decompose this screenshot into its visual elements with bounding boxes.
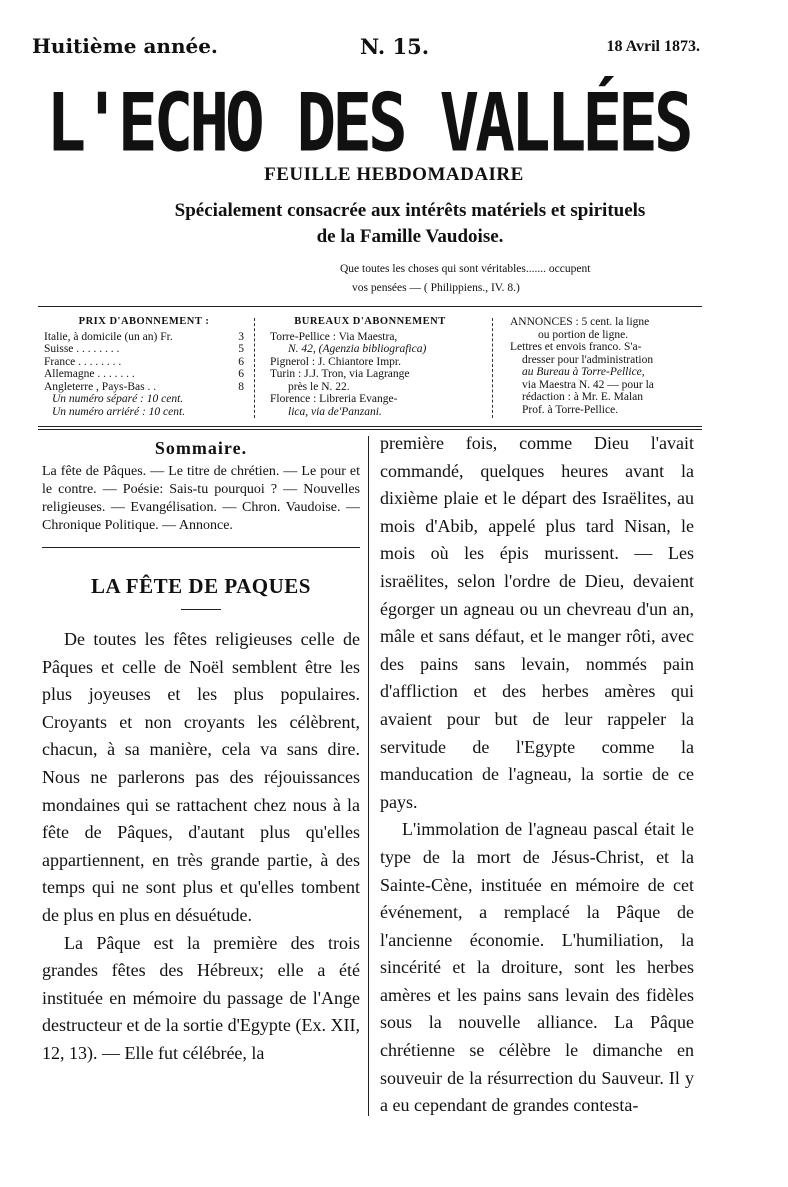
prix-label: Suisse . . . . . . . .	[44, 343, 120, 355]
prix-note: Un numéro arriéré : 10 cent.	[52, 405, 186, 418]
bureaux-box	[270, 316, 470, 418]
bureaux-line: Torre-Pellice : Via Maestra,	[270, 330, 398, 343]
article-paragraph: De toutes les fêtes religieuses celle de Pâques et celle de Noël semblent être les plus joyeuses et les plus populaires. Croyants et non croyants les célèbrent, chacun, à sa manière, cela va sans dire. Nous ne parlerons pas des réjouissances mondaines qui se rattachent chez nous à la fête de Pâques, d'autant plus qu'elles appartiennent, en très grande partie, à des temps qui ne sont plus et qu'elles tombent de plus en plus en désuétude.	[42, 629, 360, 925]
tagline-line-1: Spécialement consacrée aux intérêts matériels et spirituels	[174, 200, 646, 221]
header-rule	[38, 306, 702, 307]
info-divider	[254, 318, 256, 418]
newspaper-subtitle: FEUILLE HEBDOMADAIRE	[264, 164, 524, 185]
article-paragraph: L'immolation de l'agneau pascal était le type de la mort de Jésus-Christ, et la Sainte-Cène, instituée en mémoire de cet événement, a remplacé la Pâque de l'ancienne économie. L'humiliation, la sincérité et la droiture, sont les herbes amères et les pains sans levain des fidèles sous la nouvelle alliance. La Pâque chrétienne se célèbre le dimanche en souveuir de la résurrection du Sauveur. Il y a eu cependant de grandes contesta-	[380, 819, 694, 1116]
annonces-line: Prof. à Torre-Pellice.	[522, 403, 619, 416]
left-column	[42, 438, 360, 1068]
prix-label: Italie, à domicile (un an) Fr.	[44, 330, 173, 343]
annonces-box	[510, 316, 700, 416]
issue-date: 18 Avril 1873.	[606, 38, 700, 55]
prix-value: 3	[238, 330, 244, 343]
newspaper-title: L'ECHO DES VALLÉES	[46, 76, 690, 170]
prix-heading: PRIX D'ABONNEMENT :	[78, 316, 210, 327]
annonces-line: rédaction : à Mr. E. Malan	[522, 391, 644, 403]
epigraph-line-1: Que toutes les choses qui sont véritables....... occupent	[340, 263, 591, 275]
epigraph-line-2: vos pensées — ( Philippiens., IV. 8.)	[352, 282, 520, 294]
annonces-line: via Maestra N. 42 — pour la	[522, 378, 654, 391]
annonces-line: Lettres et envois franco. S'a-	[510, 341, 642, 353]
article-body-right	[380, 430, 694, 1120]
article-body-left	[42, 626, 360, 1068]
bureaux-line: N. 42, (Agenzia bibliografica)	[288, 343, 427, 355]
issue-number: N. 15.	[360, 34, 430, 59]
annonces-line: au Bureau à Torre-Pellice,	[522, 366, 645, 378]
bureaux-line: Turin : J.J. Tron, via Lagrange	[270, 368, 410, 380]
prix-row	[44, 381, 244, 394]
issue-line	[32, 32, 700, 62]
article-title: LA FÊTE DE PAQUES	[91, 574, 311, 598]
article-paragraph: La Pâque est la première des trois grandes fêtes des Hébreux; elle a été instituée en mémoire du passage de l'Ange destructeur et de la sortie d'Egypte (Ex. XII, 12, 13). — Elle fut célébrée, la	[42, 932, 360, 1063]
prix-label: France . . . . . . . .	[44, 355, 122, 368]
prix-value: 5	[238, 343, 244, 355]
newspaper-tagline	[30, 198, 788, 250]
bureaux-line: Florence : Libreria Evange-	[270, 393, 398, 405]
bureaux-heading: BUREAUX D'ABONNEMENT	[294, 316, 446, 327]
annonces-line: ANNONCES : 5 cent. la ligne	[510, 316, 650, 328]
right-column	[380, 433, 694, 1120]
title-rule	[181, 609, 221, 610]
prix-row	[44, 356, 244, 369]
bureaux-line: lica, via de'Panzani.	[288, 405, 382, 418]
prix-value: 6	[238, 368, 244, 380]
sommaire-title: Sommaire.	[154, 438, 248, 458]
epigraph	[340, 260, 700, 298]
sommaire-text: La fête de Pâques. — Le titre de chrétien. — Le pour et le contre. — Poésie: Sais-tu pourquoi ? — Nouvelles religieuses. — Evangélisation. — Chron. Vaudoise. — Chronique Politique. — Annonce.	[42, 464, 360, 533]
annonces-line: ou portion de ligne.	[538, 328, 629, 341]
prix-value: 8	[238, 380, 244, 393]
tagline-line-2: de la Famille Vaudoise.	[316, 226, 504, 247]
prix-label: Angleterre , Pays-Bas . .	[44, 380, 157, 393]
prix-abonnement-box	[44, 316, 244, 418]
column-divider	[368, 436, 369, 1116]
prix-label: Allemagne . . . . . . .	[44, 368, 135, 380]
bureaux-line: Pignerol : J. Chiantore Impr.	[270, 355, 401, 368]
bureaux-line: près le N. 22.	[288, 380, 350, 393]
issue-year: Huitième année.	[32, 34, 218, 58]
prix-row	[44, 368, 244, 381]
annonces-line: dresser pour l'administration	[522, 353, 654, 366]
prix-value: 6	[238, 355, 244, 368]
article-paragraph: première fois, comme Dieu l'avait commandé, quelques heures avant la dixième plaie et le départ des Israëlites, au mois d'Abib, appelé plus tard Nisan, le mois où les épis murissent. — Les israëlites, selon l'ordre de Dieu, devaient égorger un agneau ou un chevreau d'un an, mâle et sans défaut, et le manger rôti, avec des pains sans levain, nommés pain d'affliction et des herbes amères qui avaient pour but de leur rappeler la servitude de l'Egypte comme la manducation de l'agneau, la sortie de ce pays.	[380, 433, 694, 812]
info-divider	[492, 318, 494, 418]
sommaire-rule	[42, 547, 360, 548]
info-bottom-rule	[38, 426, 702, 427]
prix-row	[44, 331, 244, 344]
prix-row	[44, 343, 244, 356]
prix-note: Un numéro séparé : 10 cent.	[52, 393, 184, 405]
